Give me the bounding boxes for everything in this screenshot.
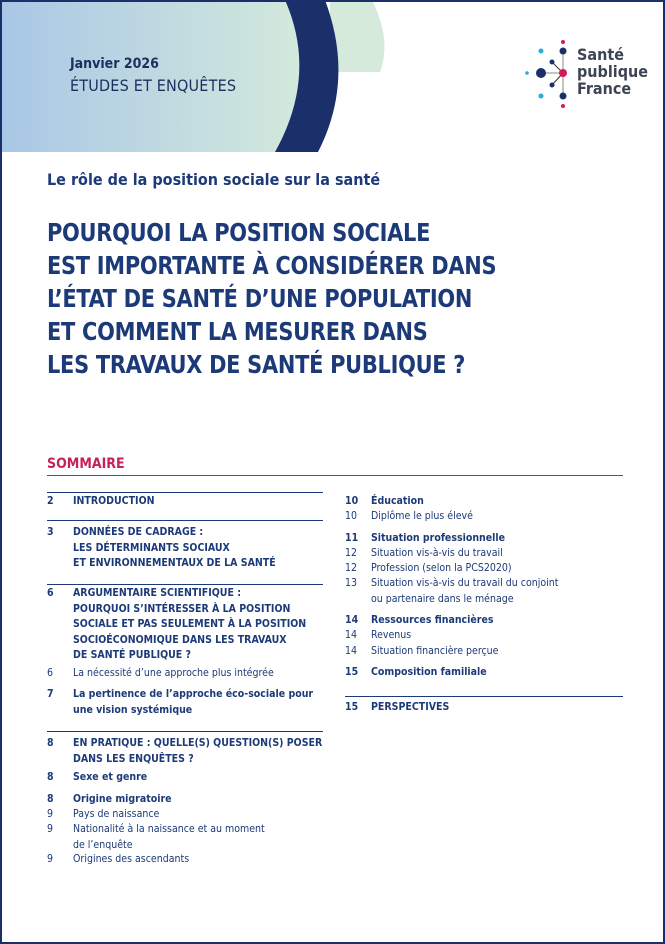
toc-page-number: 3 <box>47 526 54 538</box>
sommaire-heading: SOMMAIRE <box>47 456 125 472</box>
toc-entry[interactable] <box>345 561 625 577</box>
toc-page-number: 12 <box>345 547 358 559</box>
toc-page-number: 2 <box>47 495 54 507</box>
toc-entry[interactable] <box>345 665 625 681</box>
toc-entry-label: Nationalité à la naissance et au moment de l’enquête <box>73 823 265 851</box>
toc-page-number: 14 <box>345 645 358 657</box>
toc-entry-label: Diplôme le plus élevé <box>371 510 473 522</box>
divider <box>47 492 323 493</box>
toc-entry-label: La nécessité d’une approche plus intégrée <box>73 667 274 679</box>
toc-entry-label: Origines des ascendants <box>73 853 190 865</box>
toc-page-number: 10 <box>345 495 359 507</box>
toc-entry-label: Situation professionnelle <box>371 532 506 544</box>
toc-entry-label: EN PRATIQUE : QUELLE(S) QUESTION(S) POSER DANS LES ENQUÊTES ? <box>73 737 323 765</box>
toc-entry-label: Situation vis-à-vis du travail <box>371 547 503 559</box>
toc-entry-label: DONNÉES DE CADRAGE : LES DÉTERMINANTS SOCIAUX ET ENVIRONNEMENTAUX DE LA SANTÉ <box>73 526 276 569</box>
toc-page-number: 15 <box>345 701 359 713</box>
toc-page-number: 6 <box>47 587 54 599</box>
toc-entry[interactable] <box>47 586 327 664</box>
toc-entry[interactable] <box>345 494 625 510</box>
toc-page-number: 14 <box>345 614 359 626</box>
toc-entry[interactable] <box>47 736 327 767</box>
toc-page-number: 8 <box>47 793 54 805</box>
document-title <box>47 216 496 381</box>
toc-page-number: 14 <box>345 629 358 641</box>
toc-entry-label: Profession (selon la PCS2020) <box>371 562 512 574</box>
toc-entry[interactable] <box>47 852 327 868</box>
toc-entry-label: Ressources financières <box>371 614 494 626</box>
title-line: LES TRAVAUX DE SANTÉ PUBLIQUE ? <box>47 350 466 379</box>
toc-entry[interactable] <box>345 644 625 660</box>
toc-page-number: 10 <box>345 510 358 522</box>
toc-entry[interactable] <box>345 628 625 644</box>
divider <box>47 584 323 585</box>
toc-entry[interactable] <box>345 700 625 716</box>
toc-page-number: 6 <box>47 667 54 679</box>
toc-entry[interactable] <box>47 822 327 853</box>
toc-page-number: 13 <box>345 577 358 589</box>
title-line: POURQUOI LA POSITION SOCIALE <box>47 218 431 247</box>
toc-entry-label: Composition familiale <box>371 666 487 678</box>
toc-entry-label: INTRODUCTION <box>73 495 155 507</box>
toc-page-number: 9 <box>47 808 54 820</box>
toc-page-number: 7 <box>47 688 54 700</box>
toc-page-number: 15 <box>345 666 359 678</box>
toc-entry-label: Éducation <box>371 495 424 507</box>
toc-entry[interactable] <box>345 509 625 525</box>
logo-line: Santé <box>577 45 624 64</box>
toc-entry[interactable] <box>345 613 625 629</box>
publication-date: Janvier 2026 <box>70 56 159 72</box>
toc-entry[interactable] <box>47 525 327 572</box>
divider <box>47 731 323 732</box>
divider <box>345 696 623 697</box>
toc-entry-label: Sexe et genre <box>73 771 148 783</box>
title-line: EST IMPORTANTE À CONSIDÉRER DANS <box>47 251 497 280</box>
toc-entry[interactable] <box>47 494 327 510</box>
title-line: L’ÉTAT DE SANTÉ D’UNE POPULATION <box>47 284 473 313</box>
toc-entry[interactable] <box>47 687 327 718</box>
toc-entry[interactable] <box>345 576 625 607</box>
logo-line: France <box>577 79 632 98</box>
toc-entry[interactable] <box>47 807 327 823</box>
logo-text <box>577 46 648 97</box>
toc-page-number: 8 <box>47 737 54 749</box>
toc-entry-label: Situation vis-à-vis du travail du conjoint ou partenaire dans le ménage <box>371 577 559 605</box>
toc-entry[interactable] <box>345 531 625 547</box>
series-name: ÉTUDES ET ENQUÊTES <box>70 76 237 95</box>
toc-entry-label: Origine migratoire <box>73 793 172 805</box>
toc-page-number: 9 <box>47 823 54 835</box>
toc-page-number: 11 <box>345 532 359 544</box>
toc-entry[interactable] <box>47 770 327 786</box>
toc-entry[interactable] <box>47 666 327 682</box>
toc-entry[interactable] <box>47 792 327 808</box>
toc-entry-label: Revenus <box>371 629 412 641</box>
title-line: ET COMMENT LA MESURER DANS <box>47 317 428 346</box>
toc-page-number: 12 <box>345 562 358 574</box>
toc-entry[interactable] <box>345 546 625 562</box>
subtitle: Le rôle de la position sociale sur la santé <box>47 170 381 189</box>
logo-line: publique <box>577 62 649 81</box>
toc-entry-label: Pays de naissance <box>73 808 160 820</box>
toc-page-number: 8 <box>47 771 54 783</box>
toc-page-number: 9 <box>47 853 54 865</box>
divider <box>47 520 323 521</box>
divider <box>47 475 623 476</box>
toc-entry-label: La pertinence de l’approche éco-sociale pour une vision systémique <box>73 688 314 716</box>
toc-entry-label: Situation financière perçue <box>371 645 499 657</box>
cover-header <box>0 0 665 152</box>
toc-entry-label: PERSPECTIVES <box>371 701 450 713</box>
toc-entry-label: ARGUMENTAIRE SCIENTIFIQUE : POURQUOI S’INTÉRESSER À LA POSITION SOCIALE ET PAS SEULEMENT À LA POSITION SOCIOÉCONOMIQUE DANS LES TRAVAUX DE SANTÉ PUBLIQUE ? <box>73 587 307 661</box>
